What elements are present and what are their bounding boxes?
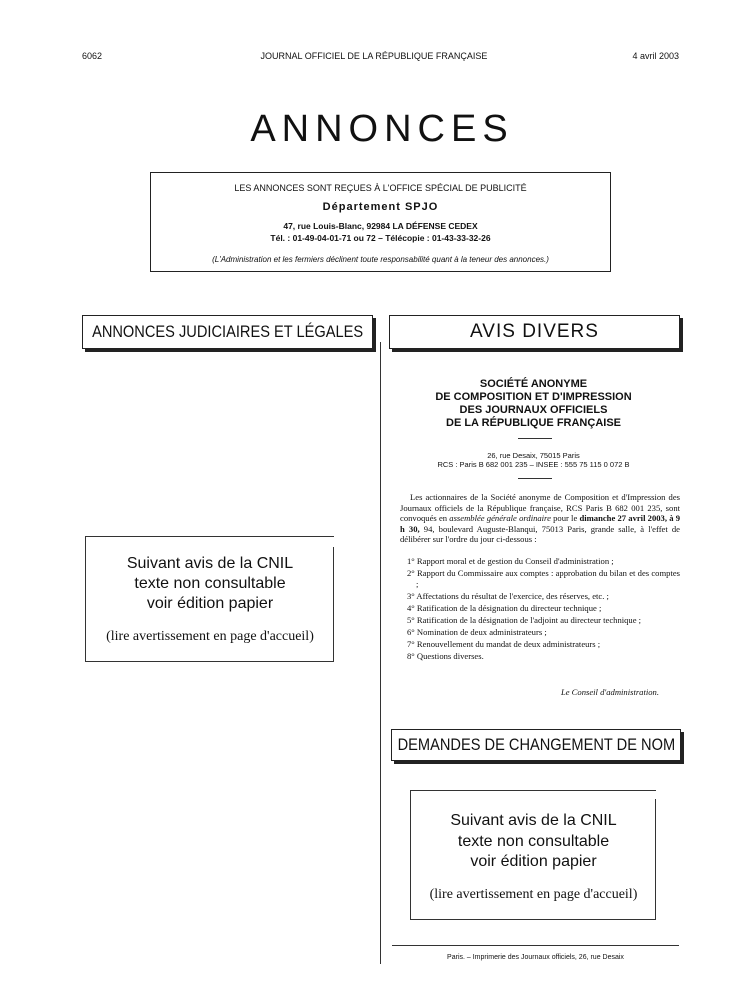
- intro-emphasis: assemblée générale ordinaire: [449, 513, 551, 524]
- info-phone: Tél. : 01-49-04-01-71 ou 72 – Télécopie : 01-43-33-32-26: [270, 233, 491, 243]
- agenda-item: 2° Rapport du Commissaire aux comptes : approbation du bilan et des comptes ;: [407, 568, 680, 589]
- agenda-item: 5° Ratification de la désignation de l'adjoint au directeur technique ;: [407, 614, 642, 625]
- company-name-line: DE COMPOSITION ET D'IMPRESSION: [435, 391, 632, 403]
- company-name-line: DE LA RÉPUBLIQUE FRANÇAISE: [446, 417, 621, 429]
- company-address: 26, rue Desaix, 75015 Paris: [487, 451, 580, 460]
- notice-signature: Le Conseil d'administration.: [560, 687, 659, 697]
- cnil-notice-box: [410, 790, 656, 920]
- section-heading-divers: [389, 315, 680, 349]
- agenda-item: 8° Questions diverses.: [407, 651, 484, 662]
- cnil-line-3: voir édition papier: [470, 853, 597, 870]
- info-intro: LES ANNONCES SONT REÇUES À L'OFFICE SPÉCIAL DE PUBLICITÉ: [234, 183, 527, 193]
- cnil-line-1: Suivant avis de la CNIL: [450, 812, 617, 829]
- agenda-item: 7° Renouvellement du mandat de deux administrateurs ;: [407, 639, 601, 650]
- cnil-line-4: (lire avertissement en page d'accueil): [106, 629, 314, 644]
- cnil-line-3: voir édition papier: [146, 595, 274, 612]
- submission-info-box: [150, 172, 611, 272]
- issue-date: 4 avril 2003: [632, 51, 679, 61]
- intro-text: Les actionnaires de la Société anonyme de Composition et d'Impression des Journaux officiels de la République française, RCS Paris B 682 001 235, sont convoqués en: [400, 492, 680, 524]
- section-heading-label: ANNONCES JUDICIAIRES ET LÉGALES: [91, 322, 364, 341]
- agenda-item: 4° Ratification de la désignation du directeur technique ;: [407, 602, 602, 613]
- cnil-notice-box: [85, 536, 334, 662]
- intro-text: 94, boulevard Auguste-Blanqui, 75013 Paris, grande salle, à l'effet de délibérer sur l'ordre du jour ci-dessous :: [400, 523, 680, 545]
- company-name-line: DES JOURNAUX OFFICIELS: [459, 404, 608, 416]
- company-registration: RCS : Paris B 682 001 235 – INSEE : 555 75 115 0 072 B: [437, 460, 630, 469]
- agenda-item: 3° Affectations du résultat de l'exercice, des réserves, etc. ;: [407, 590, 609, 601]
- company-name-line: SOCIÉTÉ ANONYME: [479, 378, 588, 390]
- column-divider: [380, 342, 381, 964]
- info-disclaimer: (L'Administration et les fermiers déclinent toute responsabilité quant à la teneur des annonces.): [212, 255, 549, 264]
- page-title: ANNONCES: [250, 108, 514, 150]
- info-address: 47, rue Louis-Blanc, 92984 LA DÉFENSE CEDEX: [283, 221, 478, 231]
- section-heading-label: AVIS DIVERS: [470, 321, 599, 342]
- section-heading-changement-nom: [391, 729, 681, 761]
- agenda-item: 6° Nomination de deux administrateurs ;: [407, 627, 547, 638]
- section-heading-label: DEMANDES DE CHANGEMENT DE NOM: [397, 735, 675, 754]
- info-department: Département SPJO: [322, 201, 439, 213]
- intro-date: dimanche 27 avril 2003, à 9 h 30,: [400, 513, 680, 534]
- section-heading-judiciaires: [82, 315, 373, 349]
- cnil-line-2: texte non consultable: [134, 575, 286, 592]
- cnil-line-4: (lire avertissement en page d'accueil): [429, 887, 638, 902]
- printer-footer: Paris. – Imprimerie des Journaux officiels, 26, rue Desaix: [447, 954, 624, 961]
- divider-rule: [518, 438, 552, 439]
- divider-rule: [518, 478, 552, 479]
- notice-intro: [400, 492, 680, 545]
- cnil-line-2: texte non consultable: [457, 833, 610, 850]
- agenda-item: 1° Rapport moral et de gestion du Conseil d'administration ;: [407, 556, 614, 566]
- page-number: 6062: [82, 51, 103, 61]
- footer-rule: [392, 945, 679, 946]
- intro-text: pour le: [550, 513, 580, 524]
- journal-title: JOURNAL OFFICIEL DE LA RÉPUBLIQUE FRANÇAISE: [260, 51, 488, 61]
- cnil-line-1: Suivant avis de la CNIL: [126, 555, 294, 572]
- agenda-list: [400, 556, 680, 663]
